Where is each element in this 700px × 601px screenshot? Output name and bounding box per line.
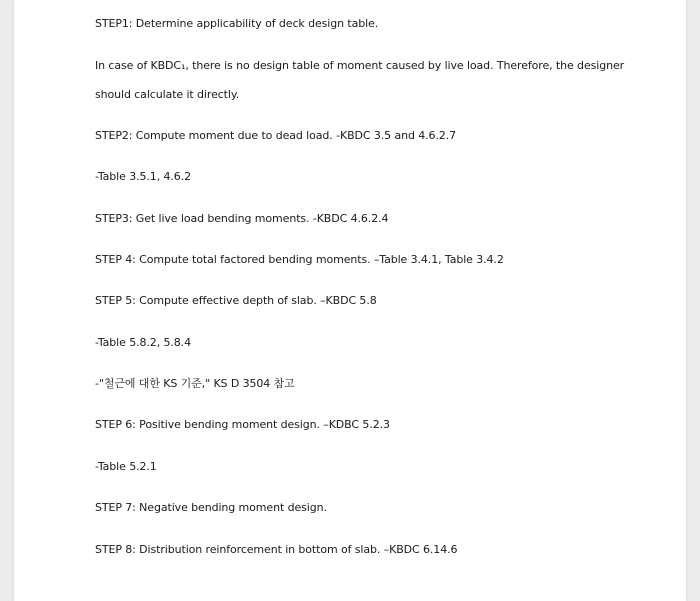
kbdc-paragraph-line-2: should calculate it directly. <box>95 88 240 101</box>
step-8-heading: STEP 8: Distribution reinforcement in bottom of slab. –KBDC 6.14.6 <box>95 543 458 556</box>
step-5-heading: STEP 5: Compute effective depth of slab. –KBDC 5.8 <box>95 294 377 307</box>
step-6-table-reference: -Table 5.2.1 <box>95 460 157 473</box>
step-2-table-reference: -Table 3.5.1, 4.6.2 <box>95 170 191 183</box>
step-6-heading: STEP 6: Positive bending moment design. –KDBC 5.2.3 <box>95 418 390 431</box>
kbdc-paragraph-line-1: In case of KBDC₁, there is no design table of moment caused by live load. Therefore, the designer <box>95 59 625 72</box>
step-3-heading: STEP3: Get live load bending moments. -KBDC 4.6.2.4 <box>95 212 389 225</box>
step-4-heading: STEP 4: Compute total factored bending moments. –Table 3.4.1, Table 3.4.2 <box>95 253 504 266</box>
document-page <box>14 0 686 601</box>
ks-standard-reference: -"철근에 대한 KS 기준," KS D 3504 참고 <box>95 377 295 390</box>
step-2-heading: STEP2: Compute moment due to dead load. -KBDC 3.5 and 4.6.2.7 <box>95 129 457 142</box>
step-1-heading: STEP1: Determine applicability of deck design table. <box>95 17 379 30</box>
step-5-table-reference: -Table 5.8.2, 5.8.4 <box>95 336 191 349</box>
step-7-heading: STEP 7: Negative bending moment design. <box>95 501 327 514</box>
